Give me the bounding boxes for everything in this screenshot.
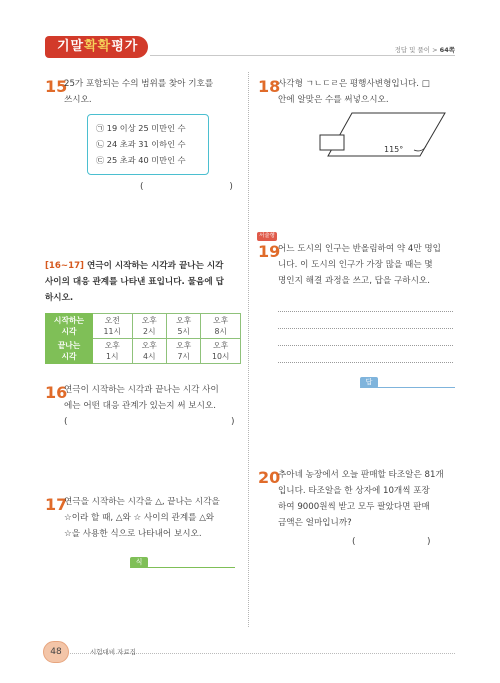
question-16-text — [64, 382, 244, 414]
title-part2: 확확 — [84, 39, 112, 54]
question-15-option: ㉢ 25 초과 40 미만인 수 — [96, 155, 186, 165]
page-number: 48 — [43, 641, 69, 663]
question-18-number: 18 — [258, 77, 281, 96]
work-line[interactable] — [278, 328, 453, 329]
question-16-number: 16 — [45, 383, 68, 402]
question-15-line2: 쓰시오. — [64, 95, 92, 105]
descriptive-badge: 서술형 — [257, 232, 277, 241]
section-16-17-instructions — [45, 258, 240, 306]
table-cell: 오후 4시 — [132, 339, 166, 364]
table-cell: 오후 8시 — [201, 314, 241, 339]
work-line[interactable] — [278, 311, 453, 312]
question-20-line4: 금액은 얼마입니까? — [278, 518, 352, 528]
table-cell: 오후 1시 — [93, 339, 133, 364]
question-16-paren-open[interactable]: ( — [64, 417, 68, 427]
answer-line[interactable] — [360, 387, 455, 388]
work-line[interactable] — [278, 345, 453, 346]
formula-label: 식 — [130, 557, 148, 568]
question-20-answer-blank[interactable]: ( ) — [352, 537, 431, 547]
table-cell: 오후 5시 — [166, 314, 200, 339]
question-18-text — [278, 76, 458, 108]
column-divider — [248, 72, 249, 627]
question-15-option: ㉠ 19 이상 25 미만인 수 — [96, 123, 186, 133]
question-17-number: 17 — [45, 495, 68, 514]
answer-reference-page: 64쪽 — [439, 46, 455, 54]
question-15-text — [64, 76, 244, 108]
work-line[interactable] — [278, 362, 453, 363]
answer-input-box — [320, 135, 344, 150]
question-15-option: ㉡ 24 초과 31 이하인 수 — [96, 139, 186, 149]
title-part1: 기말 — [57, 39, 85, 54]
title-part3: 평가 — [111, 39, 139, 54]
question-18-line2: 안에 알맞은 수를 써넣으시오. — [278, 95, 389, 105]
section-line1: 연극이 시작하는 시각과 끝나는 시각 — [83, 261, 224, 271]
angle-label: 115° — [384, 145, 404, 154]
formula-answer-line[interactable] — [130, 567, 235, 568]
table-label-start: 시작하는 시각 — [46, 314, 93, 339]
question-18-line1: 사각형 ㄱㄴㄷㄹ은 평행사변형입니다. □ — [278, 79, 430, 89]
table-cell: 오전 11시 — [93, 314, 133, 339]
table-label-end: 끝나는 시각 — [46, 339, 93, 364]
answer-reference-text: 정답 및 풀이 > — [394, 46, 440, 54]
table-cell: 오후 7시 — [166, 339, 200, 364]
question-17-line2: ☆이라 할 때, △와 ☆ 사이의 관계를 △와 — [64, 513, 215, 523]
table-cell: 오후 2시 — [132, 314, 166, 339]
question-19-line2: 니다. 이 도시의 인구가 가장 많을 때는 몇 — [278, 260, 433, 270]
question-19-line1: 어느 도시의 인구는 반올림하여 약 4만 명입 — [278, 244, 441, 254]
question-17-line1: 연극을 시작하는 시각을 △, 끝나는 시각을 — [64, 497, 220, 507]
footer-title: 시험대비 자료집 — [90, 648, 137, 656]
section-line3: 하시오. — [45, 293, 74, 303]
answer-reference — [395, 45, 455, 54]
question-20-line1: 추아네 농장에서 오늘 판매할 타조알은 81개 — [278, 470, 444, 480]
table-row-start — [46, 314, 241, 339]
time-correspondence-table — [45, 313, 241, 364]
page-title-badge — [45, 36, 148, 58]
question-15-options-box — [87, 114, 209, 175]
section-line2: 사이의 대응 관계를 나타낸 표입니다. 물음에 답 — [45, 277, 224, 287]
question-15-number: 15 — [45, 77, 68, 96]
table-row-end — [46, 339, 241, 364]
question-16-line2: 에는 어떤 대응 관계가 있는지 써 보시오. — [64, 401, 216, 411]
answer-label: 답 — [360, 377, 378, 388]
question-20-text — [278, 467, 458, 531]
question-20-line3: 하여 9000원씩 받고 모두 팔았다면 판매 — [278, 502, 430, 512]
section-range: [16~17] — [45, 261, 84, 271]
question-19-number: 19 — [258, 242, 281, 261]
question-20-line2: 입니다. 타조알을 한 상자에 10개씩 포장 — [278, 486, 430, 496]
question-15-line1: 25가 포함되는 수의 범위를 찾아 기호를 — [64, 79, 214, 89]
question-17-line3: ☆을 사용한 식으로 나타내어 보시오. — [64, 529, 202, 539]
question-17-text — [64, 494, 246, 542]
parallelogram-figure — [310, 108, 450, 163]
question-20-number: 20 — [258, 468, 281, 487]
table-cell: 오후 10시 — [201, 339, 241, 364]
question-16-line1: 연극이 시작하는 시각과 끝나는 시각 사이 — [64, 385, 219, 395]
question-19-line3: 명인지 해결 과정을 쓰고, 답을 구하시오. — [278, 276, 430, 286]
question-19-text — [278, 241, 458, 289]
question-16-paren-close: ) — [231, 417, 235, 427]
header-divider — [150, 55, 455, 56]
question-15-answer-blank[interactable]: ( ) — [140, 182, 233, 192]
